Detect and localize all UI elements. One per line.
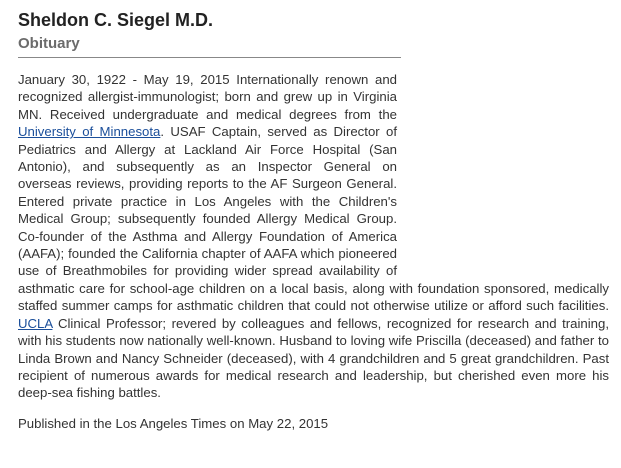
obituary-name: Sheldon C. Siegel M.D. [18,10,214,30]
obituary-text-part2: . USAF Captain, served as Director of Pediatrics and Allergy at Lackland Air Force Hospital (San Antonio), and subsequently as an Inspector General on overseas reviews, providing reports to the AF Surgeon General. Entered private practice in Los Angeles with the Children's Medical Group; subsequently founded Allergy Medical Group. Co-founder of the Asthma and Allergy Foundation of America (AAFA); founded the California chapter of AAFA which pioneered use of Breathmobiles for providing wider spread availability of asthmatic care for school-age children on a local basis, along with foundation sponsored, medically staffed summer camps for asthmatic children that could not otherwise utilize or afford such facilities. [18,124,609,314]
university-of-minnesota-link[interactable]: University of Minnesota [18,124,161,140]
section-title: Obituary [18,34,401,58]
obituary-body [18,71,609,402]
obituary-page [18,8,609,432]
float-spacer [397,71,609,279]
ucla-link[interactable]: UCLA [18,315,53,331]
obituary-text-part3: Clinical Professor; revered by colleagues and fellows, recognized for research and training, with his students now nationally well-known. Husband to loving wife Priscilla (deceased) and father to Linda Brown and Nancy Schneider (deceased), with 4 grandchildren and 5 great grandchildren. Past recipient of numerous awards for medical research and leadership, but cherished even more his deep-sea fishing battles. [18,315,609,401]
obituary-text-part1: January 30, 1922 - May 19, 2015 Internationally renown and recognized allergist-immunologist; born and grew up in Virginia MN. Received undergraduate and medical degrees from the [18,72,397,122]
published-line: Published in the Los Angeles Times on May 22, 2015 [18,415,329,431]
